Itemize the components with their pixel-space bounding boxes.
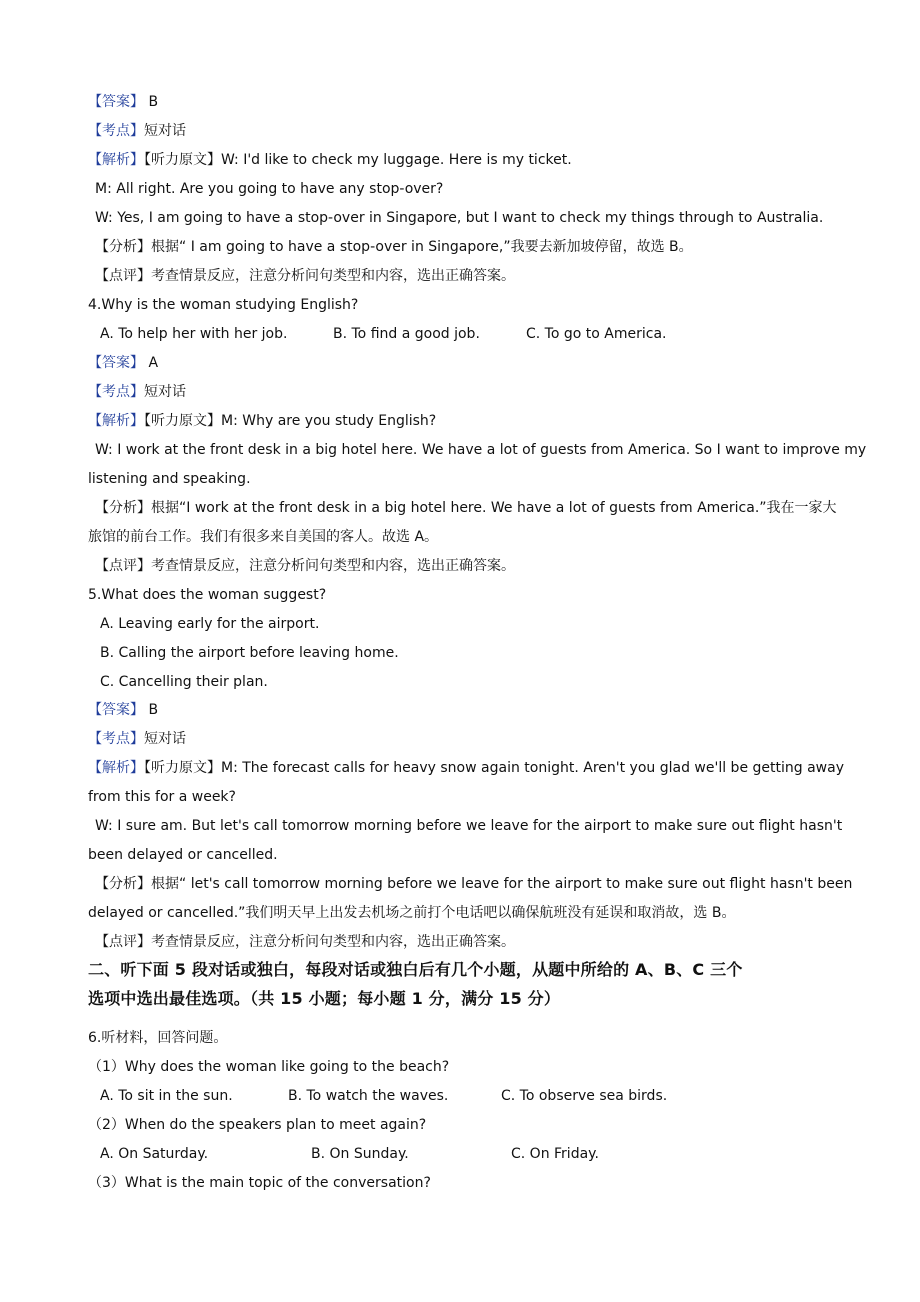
q5-dianping-line	[95, 932, 515, 952]
answer-label: 【答案】	[88, 355, 144, 371]
q4-transcript-3: listening and speaking.	[88, 471, 251, 487]
point-label: 【考点】	[88, 123, 144, 139]
dianping-label: 【点评】	[95, 558, 151, 574]
transcript-label: 【听力原文】	[144, 760, 221, 776]
q6-sub1-option-b: B. To watch the waves.	[288, 1088, 449, 1104]
q3-point-line	[88, 121, 186, 141]
q4-option-a: A. To help her with her job.	[100, 326, 288, 342]
q6-sub1-option-c: C. To observe sea birds.	[501, 1088, 668, 1104]
q3-point: 短对话	[144, 123, 186, 139]
q3-transcript-3: W: Yes, I am going to have a stop-over in Singapore, but I want to check my things through to Australia.	[95, 210, 824, 226]
analysis-label: 【解析】	[88, 760, 144, 776]
q3-fenxi-line	[95, 237, 693, 257]
q6-sub2-option-a: A. On Saturday.	[100, 1146, 209, 1162]
q5-fenxi-1: 根据“ let's call tomorrow morning before we leave for the airport to make sure out flight hasn't been	[151, 876, 853, 892]
q5-transcript-1: M: The forecast calls for heavy snow again tonight. Aren't you glad we'll be getting away	[221, 760, 844, 776]
q4-option-c: C. To go to America.	[526, 326, 667, 342]
q5-transcript-4: been delayed or cancelled.	[88, 847, 278, 863]
q5-dianping: 考查情景反应，注意分析问句类型和内容，选出正确答案。	[151, 934, 515, 950]
q6-sub2-option-b: B. On Sunday.	[311, 1146, 409, 1162]
q5-option-a: A. Leaving early for the airport.	[100, 616, 320, 632]
fenxi-label: 【分析】	[95, 239, 151, 255]
q3-answer: B	[144, 94, 159, 110]
answer-label: 【答案】	[88, 702, 144, 718]
q4-option-b: B. To find a good job.	[333, 326, 480, 342]
point-label: 【考点】	[88, 731, 144, 747]
q4-dianping: 考查情景反应，注意分析问句类型和内容，选出正确答案。	[151, 558, 515, 574]
analysis-label: 【解析】	[88, 413, 144, 429]
transcript-label: 【听力原文】	[144, 413, 221, 429]
q4-fenxi-2: 旅馆的前台工作。我们有很多来自美国的客人。故选 A。	[88, 529, 439, 545]
q5-fenxi-2: delayed or cancelled.”我们明天早上出发去机场之前打个电话吧以确保航班没有延误和取消故，选 B。	[88, 905, 736, 921]
q5-option-b: B. Calling the airport before leaving home.	[100, 645, 399, 661]
q6-sub3-question: （3）What is the main topic of the conversation?	[88, 1175, 431, 1191]
q5-point: 短对话	[144, 731, 186, 747]
q3-analysis-line	[88, 150, 572, 170]
q3-answer-line	[88, 92, 158, 112]
q6-intro: 6.听材料，回答问题。	[88, 1030, 228, 1046]
q6-sub2-question: （2）When do the speakers plan to meet again?	[88, 1117, 427, 1133]
transcript-label: 【听力原文】	[144, 152, 221, 168]
q4-point-line	[88, 382, 186, 402]
q4-fenxi-line	[95, 498, 837, 518]
q5-option-c: C. Cancelling their plan.	[100, 674, 268, 690]
q4-dianping-line	[95, 556, 515, 576]
dianping-label: 【点评】	[95, 268, 151, 284]
section2-heading-2: 选项中选出最佳选项。（共 15 小题；每小题 1 分，满分 15 分）	[88, 989, 561, 1008]
q5-transcript-3: W: I sure am. But let's call tomorrow morning before we leave for the airport to make sure out flight hasn't	[95, 818, 843, 834]
q3-transcript-2: M: All right. Are you going to have any stop-over?	[95, 181, 444, 197]
q6-sub2-option-c: C. On Friday.	[511, 1146, 599, 1162]
q5-question: 5.What does the woman suggest?	[88, 587, 327, 603]
q5-transcript-2: from this for a week?	[88, 789, 236, 805]
q4-transcript-2: W: I work at the front desk in a big hotel here. We have a lot of guests from America. So I want to improve my	[95, 442, 867, 458]
q5-answer: B	[144, 702, 159, 718]
q4-transcript-1: M: Why are you study English?	[221, 413, 437, 429]
fenxi-label: 【分析】	[95, 876, 151, 892]
q5-analysis-line	[88, 758, 844, 778]
point-label: 【考点】	[88, 384, 144, 400]
section2-heading-1: 二、听下面 5 段对话或独白，每段对话或独白后有几个小题，从题中所给的 A、B、C 三个	[88, 960, 743, 979]
fenxi-label: 【分析】	[95, 500, 151, 516]
q3-dianping-line	[95, 266, 515, 286]
q5-point-line	[88, 729, 186, 749]
q3-fenxi: 根据“ I am going to have a stop-over in Singapore,”我要去新加坡停留，故选 B。	[151, 239, 693, 255]
analysis-label: 【解析】	[88, 152, 144, 168]
q4-question: 4.Why is the woman studying English?	[88, 297, 359, 313]
dianping-label: 【点评】	[95, 934, 151, 950]
q4-analysis-line	[88, 411, 436, 431]
q4-point: 短对话	[144, 384, 186, 400]
q4-answer: A	[144, 355, 159, 371]
q3-transcript-1: W: I'd like to check my luggage. Here is my ticket.	[221, 152, 572, 168]
q4-fenxi-1: 根据“I work at the front desk in a big hotel here. We have a lot of guests from America.”我在一家大	[151, 500, 837, 516]
q5-answer-line	[88, 700, 158, 720]
q4-answer-line	[88, 353, 158, 373]
q6-sub1-question: （1）Why does the woman like going to the beach?	[88, 1059, 450, 1075]
q5-fenxi-line	[95, 874, 852, 894]
answer-label: 【答案】	[88, 94, 144, 110]
q6-sub1-option-a: A. To sit in the sun.	[100, 1088, 233, 1104]
q3-dianping: 考查情景反应，注意分析问句类型和内容，选出正确答案。	[151, 268, 515, 284]
